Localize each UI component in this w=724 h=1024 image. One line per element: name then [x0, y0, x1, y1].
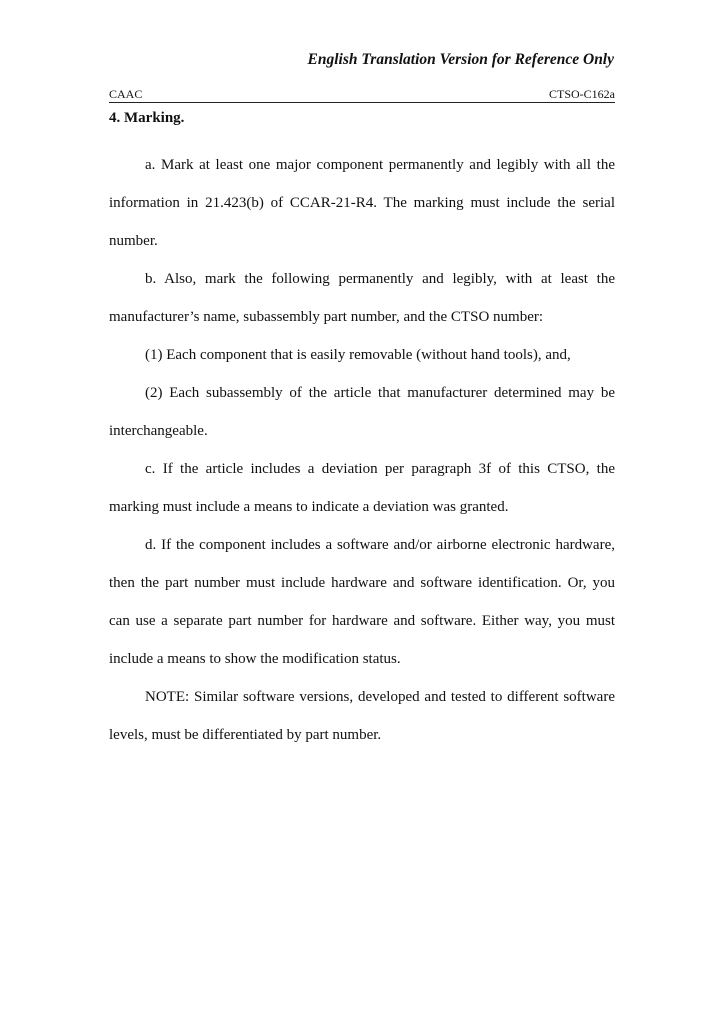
header-document-number: CTSO-C162a: [549, 87, 615, 101]
running-header: [109, 86, 615, 103]
paragraph-note: NOTE: Similar software versions, developed and tested to different software levels, must be differentiated by part number.: [109, 689, 615, 743]
paragraph-b-1: (1) Each component that is easily removable (without hand tools), and,: [145, 347, 571, 363]
section-body: [109, 146, 615, 754]
header-organization: CAAC: [109, 87, 143, 101]
paragraph-d: d. If the component includes a software and/or airborne electronic hardware, then the part number must include hardware and software identification. Or, you can use a separate part number for hardware and software. Either way, you must include a means to show the modification status.: [109, 537, 615, 667]
section-heading: 4. Marking.: [109, 110, 185, 126]
paragraph-a: a. Mark at least one major component permanently and legibly with all the information in 21.423(b) of CCAR-21-R4. The marking must include the serial number.: [109, 157, 615, 249]
paragraph-b-2: (2) Each subassembly of the article that manufacturer determined may be interchangeable.: [109, 385, 615, 439]
paragraph-b: b. Also, mark the following permanently and legibly, with at least the manufacturer’s name, subassembly part number, and the CTSO number:: [109, 271, 615, 325]
paragraph-c: c. If the article includes a deviation per paragraph 3f of this CTSO, the marking must include a means to indicate a deviation was granted.: [109, 461, 615, 515]
translation-banner: English Translation Version for Reference Only: [307, 51, 614, 68]
